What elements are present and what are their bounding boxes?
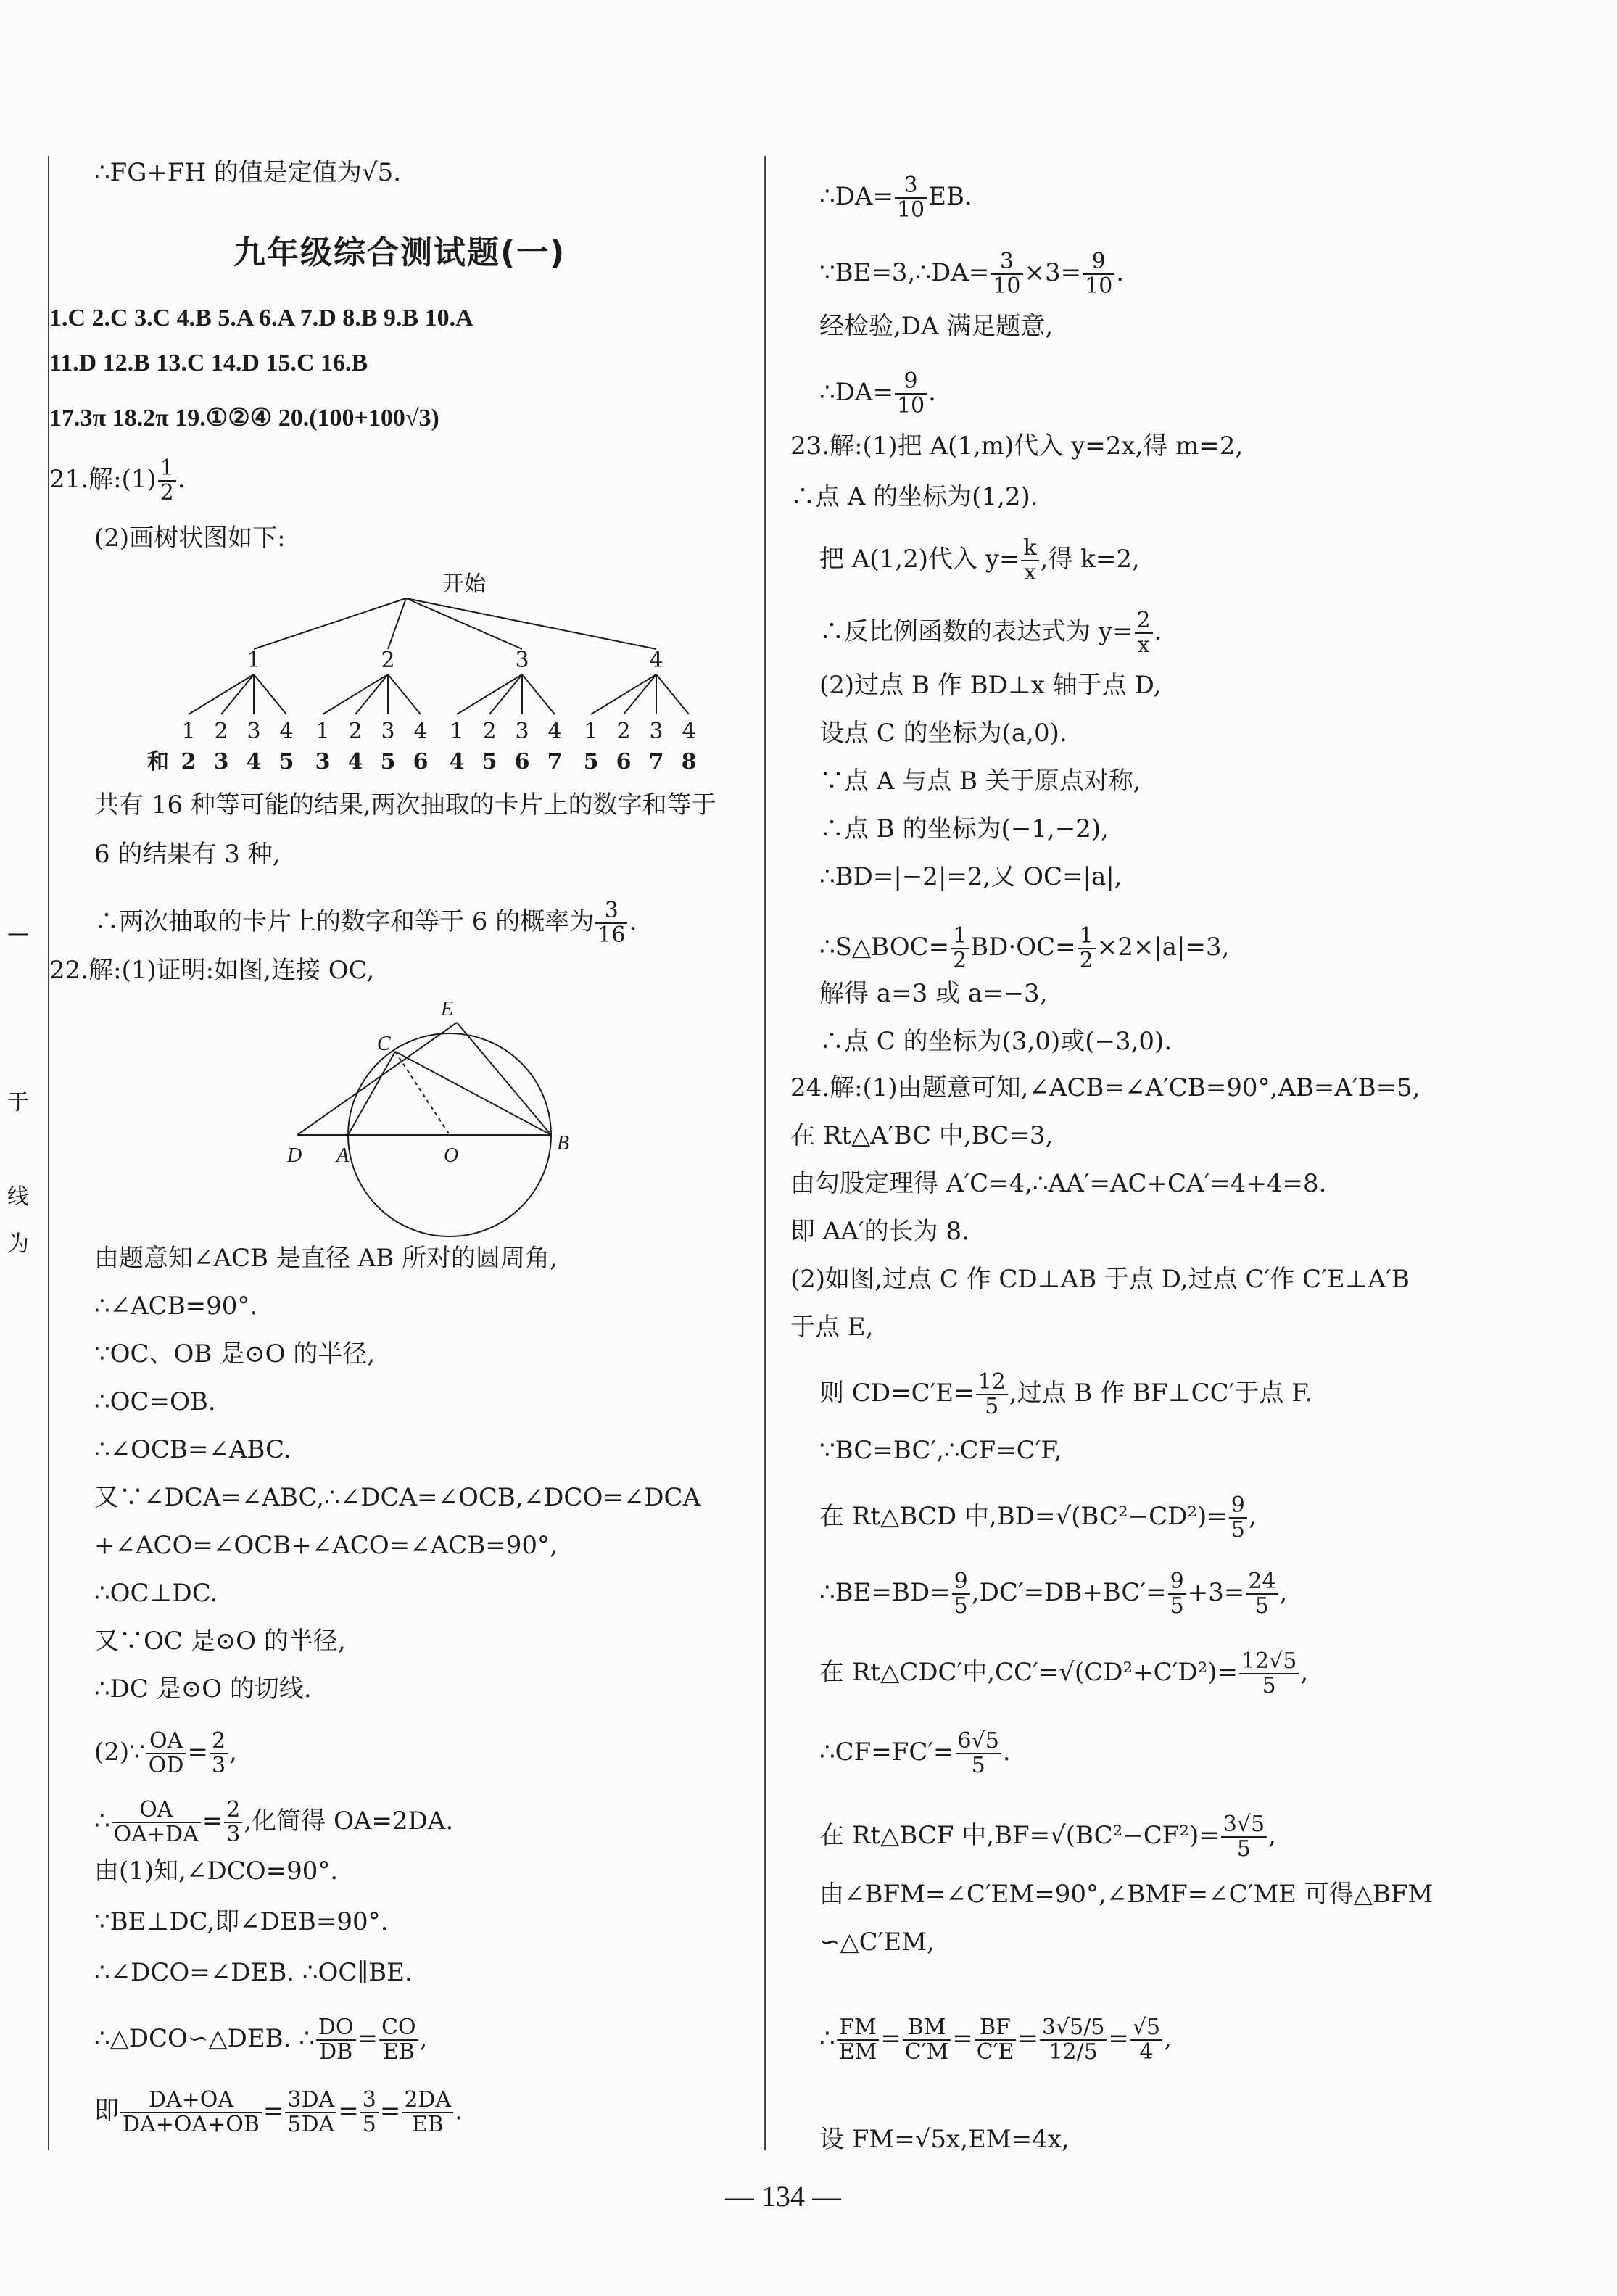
text-line: 由题意知∠ACB 是直径 AB 所对的圆周角, bbox=[94, 1244, 558, 1273]
text-line: 23.解:(1)把 A(1,m)代入 y=2x,得 m=2, bbox=[790, 431, 1244, 461]
q24-last: 设 FM=√5x,EM=4x, bbox=[819, 2125, 1070, 2154]
q24-be: ∴BE=BD= $\frac{9}{5}$ ,DC′=DB+BC′= $\frac{9}{5}$ +3= $\frac{24}{5}$ , bbox=[819, 1569, 1288, 1619]
tree-l2: 2 bbox=[616, 719, 631, 744]
frac-3-10: $\frac{3}{10}$ bbox=[895, 174, 927, 222]
r-l4-a: ∴DA= bbox=[819, 378, 893, 407]
frac-den: 16 bbox=[597, 922, 626, 948]
frac-k-x: $\frac{k}{x}$ bbox=[1021, 537, 1038, 585]
tree-l1-2: 2 bbox=[381, 648, 395, 673]
tree-sum-label: 和 bbox=[147, 749, 169, 775]
q22-part2: (2)∵ $\frac{OA}{OD}$ = $\frac{2}{3}$ , bbox=[94, 1728, 237, 1778]
q23-area-a: ∴S△BOC= bbox=[819, 933, 950, 962]
text-line: 即 AA′的长为 8. bbox=[790, 1217, 969, 1246]
frac-a: $\frac{DA+OA}{DA+OA+OB}$ bbox=[120, 2089, 262, 2136]
q21-text1: 共有 16 种等可能的结果,两次抽取的卡片上的数字和等于 bbox=[94, 790, 716, 819]
q23-l3-a: 把 A(1,2)代入 y= bbox=[819, 545, 1020, 574]
frac-9-5c: $\frac{9}{5}$ bbox=[1168, 1570, 1186, 1618]
q21-part2: (2)画树状图如下: bbox=[94, 524, 286, 553]
q21-text3-label: ∴两次抽取的卡片上的数字和等于 6 的概率为 bbox=[94, 907, 595, 936]
frac-6r5-5: $\frac{6√5}{5}$ bbox=[956, 1730, 1001, 1777]
text-line: ∴点 C 的坐标为(3,0)或(−3,0). bbox=[819, 1027, 1173, 1056]
q24-cc: 在 Rt△CDC′中,CC′=√(CD²+C′D²)= $\frac{12√5}{5}$ , bbox=[819, 1648, 1309, 1698]
q24-bd: 在 Rt△BCD 中,BD=√(BC²−CD²)= $\frac{9}{5}$ , bbox=[819, 1492, 1257, 1543]
q23-l3 bbox=[819, 537, 1140, 585]
answers-row-1-text: 1.C 2.C 3.C 4.B 5.A 6.A 7.D 8.B 9.B 10.A bbox=[49, 305, 473, 331]
frac-24-5: $\frac{24}{5}$ bbox=[1246, 1570, 1278, 1618]
q22-last: 即 $\frac{DA+OA}{DA+OA+OB}$ = $\frac{3DA}{5DA}$ = $\frac{3}{5}$ = $\frac{2DA}{EB}$ . bbox=[94, 2087, 463, 2137]
q22-similar-label: ∴△DCO∽△DEB. ∴ bbox=[94, 2024, 315, 2053]
frac-fm-em: $\frac{FM}{EM}$ bbox=[837, 2016, 880, 2064]
tree-l2: 1 bbox=[584, 719, 598, 744]
tree-l2: 4 bbox=[547, 719, 562, 744]
q22-head: 22.解:(1)证明:如图,连接 OC, bbox=[49, 956, 375, 985]
text-line: 又∵OC 是⊙O 的半径, bbox=[94, 1627, 346, 1656]
tree-sum: 3 bbox=[213, 749, 229, 775]
text-line: ∴OC⊥DC. bbox=[94, 1579, 218, 1608]
frac-do-db: $\frac{DO}{DB}$ bbox=[316, 2016, 356, 2064]
tree-l1-3: 3 bbox=[515, 648, 529, 673]
q24-cc-a: 在 Rt△CDC′中,CC′=√(CD²+C′D²)= bbox=[819, 1658, 1238, 1687]
column-divider bbox=[764, 156, 766, 2150]
text-line: (2)如图,过点 C 作 CD⊥AB 于点 D,过点 C′作 C′E⊥A′B bbox=[790, 1265, 1410, 1294]
q24-bf-a: 在 Rt△BCF 中,BF=√(BC²−CF²)= bbox=[819, 1821, 1220, 1850]
text-line: 设点 C 的坐标为(a,0). bbox=[819, 719, 1067, 748]
tree-l2: 2 bbox=[482, 719, 497, 744]
tree-sum: 6 bbox=[413, 749, 429, 775]
q23-area-b: BD·OC= bbox=[970, 933, 1076, 962]
r-l2-a: ∵BE=3,∴DA= bbox=[819, 258, 990, 287]
q24-be-c: +3= bbox=[1187, 1578, 1245, 1607]
text-line: 解得 a=3 或 a=−3, bbox=[819, 979, 1048, 1008]
label-A: A bbox=[336, 1144, 350, 1167]
frac-9-10: $\frac{9}{10}$ bbox=[1083, 250, 1114, 298]
q22-simplify: ∴ $\frac{OA}{OA+DA}$ = $\frac{2}{3}$ ,化简得 OA=2DA. bbox=[94, 1797, 454, 1847]
frac-2-x: $\frac{2}{x}$ bbox=[1135, 609, 1153, 657]
text-line: ∴BD=|−2|=2,又 OC=|a|, bbox=[819, 862, 1122, 891]
tree-diagram bbox=[131, 558, 725, 776]
text-line: ∴DC 是⊙O 的切线. bbox=[94, 1674, 312, 1704]
q21-part1: 21.解:(1) $\frac{1}{2}$ . bbox=[49, 455, 186, 505]
tree-l2: 1 bbox=[181, 719, 196, 744]
frac-3-10b: $\frac{3}{10}$ bbox=[991, 250, 1022, 298]
text-line: ∵BE⊥DC,即∠DEB=90°. bbox=[94, 1907, 389, 1936]
text-line: ∴OC=OB. bbox=[94, 1387, 216, 1416]
page-number: — 134 — bbox=[725, 2180, 841, 2213]
text-line: ∴∠OCB=∠ABC. bbox=[94, 1435, 291, 1464]
r-l4: ∴DA= $\frac{9}{10}$ . bbox=[819, 368, 936, 418]
tree-l2: 4 bbox=[682, 719, 696, 744]
frac-2-3b: $\frac{2}{3}$ bbox=[224, 1799, 242, 1846]
q24-ce-a: 则 CD=C′E= bbox=[819, 1379, 975, 1408]
margin-note-1: 于 bbox=[7, 1090, 29, 1115]
q24-sim2: ∽△C′EM, bbox=[819, 1928, 935, 1957]
tree-l1-4: 4 bbox=[649, 648, 663, 673]
frac-oa-od: $\frac{OA}{OD}$ bbox=[146, 1730, 186, 1777]
frac-num: 3 bbox=[595, 899, 627, 924]
label-E: E bbox=[441, 998, 454, 1020]
label-B: B bbox=[557, 1132, 570, 1155]
margin-note-dash: — bbox=[7, 921, 29, 946]
q23-l4-a: ∴反比例函数的表达式为 y= bbox=[819, 617, 1133, 646]
tree-sum: 6 bbox=[514, 749, 530, 775]
section-title: 九年级综合测试题(一) bbox=[233, 234, 566, 271]
tree-l2: 2 bbox=[348, 719, 363, 744]
text-line: 24.解:(1)由题意可知,∠ACB=∠A′CB=90°,AB=A′B=5, bbox=[790, 1073, 1420, 1102]
frac-2-3: $\frac{2}{3}$ bbox=[210, 1730, 228, 1777]
q24-be-b: ,DC′=DB+BC′= bbox=[971, 1578, 1167, 1607]
tree-sum: 7 bbox=[648, 749, 664, 775]
frac-co-eb: $\frac{CO}{EB}$ bbox=[379, 2016, 418, 2064]
label-O: O bbox=[444, 1144, 459, 1167]
q21-part1-label: 21.解:(1) bbox=[49, 465, 157, 494]
r-l2: ∵BE=3,∴DA= $\frac{3}{10}$ ×3= $\frac{9}{10}$ . bbox=[819, 249, 1125, 299]
frac-3r5-5: $\frac{3√5}{5}$ bbox=[1221, 1813, 1267, 1861]
q24-sim1: 由∠BFM=∠C′EM=90°,∠BMF=∠C′ME 可得△BFM bbox=[819, 1880, 1434, 1909]
r-l1-a: ∴DA= bbox=[819, 182, 893, 211]
tree-l2: 1 bbox=[315, 719, 330, 744]
tree-l1-1: 1 bbox=[247, 648, 261, 673]
frac-b: $\frac{3DA}{5DA}$ bbox=[285, 2089, 336, 2136]
r-l1 bbox=[819, 174, 972, 222]
margin-note-3: 为 bbox=[7, 1231, 29, 1257]
tree-l2: 2 bbox=[214, 719, 228, 744]
text-line: 由(1)知,∠DCO=90°. bbox=[94, 1857, 339, 1886]
frac-12-5: $\frac{12}{5}$ bbox=[976, 1371, 1008, 1419]
q22-last-label: 即 bbox=[94, 2097, 119, 2126]
tree-sum: 2 bbox=[181, 749, 197, 775]
q21-frac bbox=[595, 899, 627, 947]
q22-similar: ∴△DCO∽△DEB. ∴ $\frac{DO}{DB}$ = $\frac{CO}{EB}$ , bbox=[94, 2015, 428, 2065]
frac-1-2b: $\frac{1}{2}$ bbox=[1078, 925, 1096, 973]
q23-area-c: ×2×|a|=3, bbox=[1096, 933, 1230, 962]
tree-sum: 6 bbox=[616, 749, 632, 775]
q24-bf: 在 Rt△BCF 中,BF=√(BC²−CF²)= $\frac{3√5}{5}$ , bbox=[819, 1812, 1276, 1862]
text-line: 在 Rt△A′BC 中,BC=3, bbox=[790, 1121, 1054, 1150]
frac-9-5b: $\frac{9}{5}$ bbox=[952, 1570, 970, 1618]
answers-row-2 bbox=[49, 348, 368, 378]
tree-sum: 8 bbox=[681, 749, 697, 775]
q21-part1-frac bbox=[158, 457, 176, 505]
margin-note-2: 线 bbox=[7, 1184, 29, 1210]
q24-ce-b: ,过点 B 作 BF⊥CC′于点 F. bbox=[1009, 1379, 1313, 1408]
q24-ce bbox=[819, 1371, 1312, 1419]
tree-sum: 5 bbox=[583, 749, 599, 775]
q21-text2: 6 的结果有 3 种, bbox=[94, 840, 281, 869]
text-line: +∠ACO=∠OCB+∠ACO=∠ACB=90°, bbox=[94, 1531, 558, 1560]
tree-l2: 3 bbox=[247, 719, 261, 744]
q24-bc: ∵BC=BC′,∴CF=C′F, bbox=[819, 1436, 1062, 1465]
tree-l2: 3 bbox=[649, 719, 663, 744]
q22-part2-label: (2)∵ bbox=[94, 1738, 145, 1767]
text-line: 又∵∠DCA=∠ABC,∴∠DCA=∠OCB,∠DCO=∠DCA bbox=[94, 1483, 701, 1512]
frac-num: 1 bbox=[158, 457, 176, 482]
label-D: D bbox=[287, 1144, 302, 1167]
tree-l2: 4 bbox=[279, 719, 294, 744]
q24-ratio-a: ∴ bbox=[819, 2024, 835, 2053]
q24-cf: ∴CF=FC′= $\frac{6√5}{5}$ . bbox=[819, 1728, 1011, 1778]
left-margin-rule bbox=[48, 156, 49, 2150]
frac-12r5-5: $\frac{12√5}{5}$ bbox=[1239, 1650, 1299, 1698]
tree-sum: 5 bbox=[481, 749, 497, 775]
q24-be-a: ∴BE=BD= bbox=[819, 1578, 951, 1607]
text-line: 于点 E, bbox=[790, 1313, 874, 1342]
frac-c: $\frac{3}{5}$ bbox=[360, 2089, 379, 2136]
r-l2-b: ×3= bbox=[1024, 258, 1082, 287]
tree-sum: 4 bbox=[246, 749, 262, 775]
text-line: ∴∠ACB=90°. bbox=[94, 1292, 258, 1321]
circle-diagram bbox=[283, 994, 587, 1269]
frac-d: $\frac{2DA}{EB}$ bbox=[402, 2089, 453, 2136]
tree-sum: 4 bbox=[449, 749, 465, 775]
text-line: ∵OC、OB 是⊙O 的半径, bbox=[94, 1339, 376, 1368]
q24-bd-a: 在 Rt△BCD 中,BD=√(BC²−CD²)= bbox=[819, 1502, 1228, 1531]
tree-l2: 4 bbox=[413, 719, 428, 744]
frac-9-10b: $\frac{9}{10}$ bbox=[895, 370, 927, 418]
frac-9-5: $\frac{9}{5}$ bbox=[1229, 1494, 1247, 1542]
frac-den: 2 bbox=[160, 480, 174, 505]
frac-oa-sum: $\frac{OA}{OA+DA}$ bbox=[112, 1799, 201, 1846]
left-top-line: ∴FG+FH 的值是定值为√5. bbox=[94, 158, 402, 187]
q23-area bbox=[819, 925, 1229, 973]
tree-sum: 7 bbox=[547, 749, 563, 775]
text-line: ∴点 B 的坐标为(−1,−2), bbox=[819, 814, 1109, 843]
text-line: (2)过点 B 作 BD⊥x 轴于点 D, bbox=[819, 671, 1162, 700]
text-line: ∴点 A 的坐标为(1,2). bbox=[790, 482, 1038, 511]
frac-compound: $\frac{3√5/5}{12/5}$ bbox=[1040, 2016, 1107, 2064]
tree-sum: 5 bbox=[380, 749, 396, 775]
label-C: C bbox=[377, 1033, 391, 1055]
tree-sum: 5 bbox=[278, 749, 294, 775]
tree-sum: 4 bbox=[347, 749, 363, 775]
tree-l2: 1 bbox=[450, 719, 464, 744]
text-line: ∴∠DCO=∠DEB. ∴OC∥BE. bbox=[94, 1958, 413, 1987]
frac-bf-ce: $\frac{BF}{C'E}$ bbox=[975, 2016, 1017, 2064]
q23-l4: ∴反比例函数的表达式为 y= $\frac{2}{x}$ . bbox=[819, 608, 1162, 658]
r-l3: 经检验,DA 满足题意, bbox=[819, 312, 1054, 341]
q24-cf-a: ∴CF=FC′= bbox=[819, 1738, 954, 1767]
tree-l2: 3 bbox=[515, 719, 529, 744]
tree-root: 开始 bbox=[442, 571, 486, 597]
tree-sum: 3 bbox=[315, 749, 331, 775]
tree-l2: 3 bbox=[381, 719, 395, 744]
frac-r5-4: $\frac{√5}{4}$ bbox=[1130, 2016, 1162, 2064]
text-line: 由勾股定理得 A′C=4,∴AA′=AC+CA′=4+4=8. bbox=[790, 1169, 1327, 1198]
answers-row-3-text: 17.3π 18.2π 19.①②④ 20.(100+100√3) bbox=[49, 405, 439, 431]
answers-row-3 bbox=[49, 403, 439, 433]
frac-bm-cm: $\frac{BM}{C'M}$ bbox=[903, 2016, 951, 2064]
frac-1-2: $\frac{1}{2}$ bbox=[951, 925, 969, 973]
answers-row-1 bbox=[49, 303, 473, 333]
text-line: ∵点 A 与点 B 关于原点对称, bbox=[819, 767, 1141, 796]
answers-row-2-text: 11.D 12.B 13.C 14.D 15.C 16.B bbox=[49, 350, 368, 376]
q22-simplify-text: 化简得 OA=2DA. bbox=[252, 1806, 454, 1835]
q21-text3: ∴两次抽取的卡片上的数字和等于 6 的概率为 $\frac{3}{16}$ . bbox=[94, 898, 637, 948]
q23-l3-b: ,得 k=2, bbox=[1040, 545, 1140, 574]
r-l1-b: EB. bbox=[928, 182, 972, 211]
q24-ratio: ∴ $\frac{FM}{EM}$ = $\frac{BM}{C'M}$ = $\frac{BF}{C'E}$ = $\frac{3√5/5}{12/5}$ = $\frac{√5}{4}$ , bbox=[819, 2015, 1172, 2065]
